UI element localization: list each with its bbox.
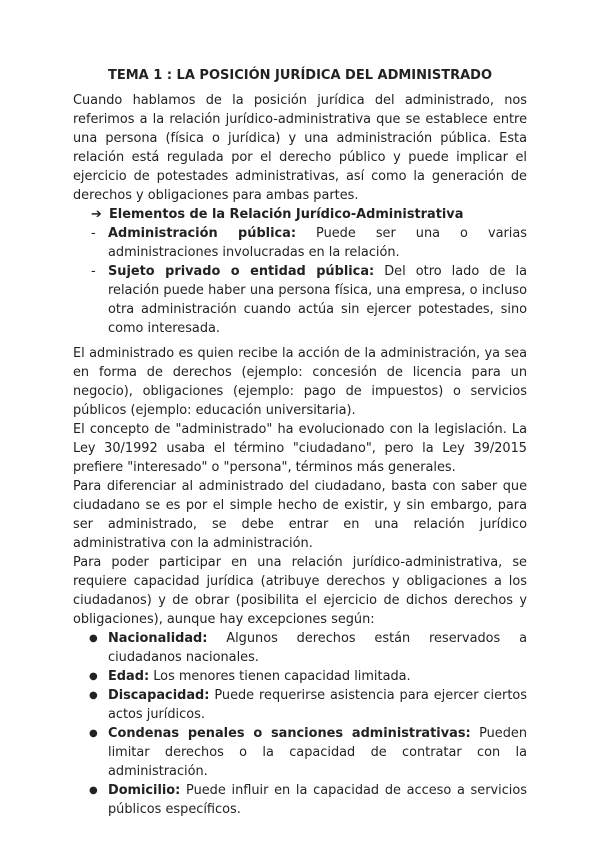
item-text: Del otro lado de la relación puede haber una persona física, una empresa, o incluso otra administración cuando actúa sin ejercer potestades, sino como interesada. xyxy=(108,264,527,336)
body-paragraph: Para diferenciar al administrado del ciudadano, basta con saber que ciudadano se es por el simple hecho de existir, y sin embargo, para ser administrado, se debe entrar en una relación jurídico administrativa con la administración. xyxy=(73,479,527,551)
dash-icon: - xyxy=(91,264,96,279)
bullet-icon: ● xyxy=(89,690,98,701)
elements-heading xyxy=(91,205,527,224)
list-item xyxy=(73,224,527,262)
item-term: Domicilio: xyxy=(108,783,181,798)
item-text: Algunos derechos están reservados a ciudadanos nacionales. xyxy=(108,631,527,665)
item-text: Puede influir en la capacidad de acceso a servicios públicos específicos. xyxy=(108,783,527,817)
list-item xyxy=(73,629,527,667)
item-text: Puede requerirse asistencia para ejercer ciertos actos jurídicos. xyxy=(108,688,527,722)
bullet-icon: ● xyxy=(89,671,98,682)
list-item xyxy=(73,686,527,724)
intro-paragraph: Cuando hablamos de la posición jurídica del administrado, nos referimos a la relación jurídico-administrativa que se establece entre una persona (física o jurídica) y una administración pública. Esta relación está regulada por el derecho público y puede implicar el ejercicio de potestades administrativas, así como la generación de derechos y obligaciones para ambas partes. xyxy=(73,93,527,203)
item-text: Los menores tienen capacidad limitada. xyxy=(149,669,411,684)
arrow-icon: ➔ xyxy=(91,207,102,222)
item-term: Administración pública: xyxy=(108,226,297,241)
item-text: Puede ser una o varias administraciones involucradas en la relación. xyxy=(108,226,527,260)
exceptions-list xyxy=(73,629,527,819)
item-text: Pueden limitar derechos o la capacidad de contratar con la administración. xyxy=(108,726,527,779)
page-title: TEMA 1 : LA POSICIÓN JURÍDICA DEL ADMINISTRADO xyxy=(107,68,492,83)
body-paragraph: El concepto de "administrado" ha evolucionado con la legislación. La Ley 30/1992 usaba el término "ciudadano", pero la Ley 39/2015 prefiere "interesado" o "persona", términos más generales. xyxy=(73,422,527,475)
item-term: Condenas penales o sanciones administrativas: xyxy=(108,726,471,741)
item-term: Edad: xyxy=(108,669,150,684)
elements-heading-text: Elementos de la Relación Jurídico-Administrativa xyxy=(109,207,464,222)
list-item xyxy=(73,667,527,686)
list-item xyxy=(73,781,527,819)
bullet-icon: ● xyxy=(89,785,98,796)
item-term: Sujeto privado o entidad pública: xyxy=(108,264,375,279)
body-paragraph: El administrado es quien recibe la acción de la administración, ya sea en forma de derechos (ejemplo: concesión de licencia para un negocio), obligaciones (ejemplo: pago de impuestos) o servicios públicos (ejemplo: educación universitaria). xyxy=(73,346,527,418)
item-term: Nacionalidad: xyxy=(108,631,208,646)
list-item xyxy=(73,262,527,338)
body-paragraph: Para poder participar en una relación jurídico-administrativa, se requiere capacidad jurídica (atribuye derechos y obligaciones a los ciudadanos) y de obrar (posibilita el ejercicio de dichos derechos y obligaciones), aunque hay excepciones según: xyxy=(73,555,527,627)
dash-icon: - xyxy=(91,226,96,241)
elements-list xyxy=(73,224,527,338)
bullet-icon: ● xyxy=(89,633,98,644)
item-term: Discapacidad: xyxy=(108,688,210,703)
list-item xyxy=(73,724,527,781)
bullet-icon: ● xyxy=(89,728,98,739)
